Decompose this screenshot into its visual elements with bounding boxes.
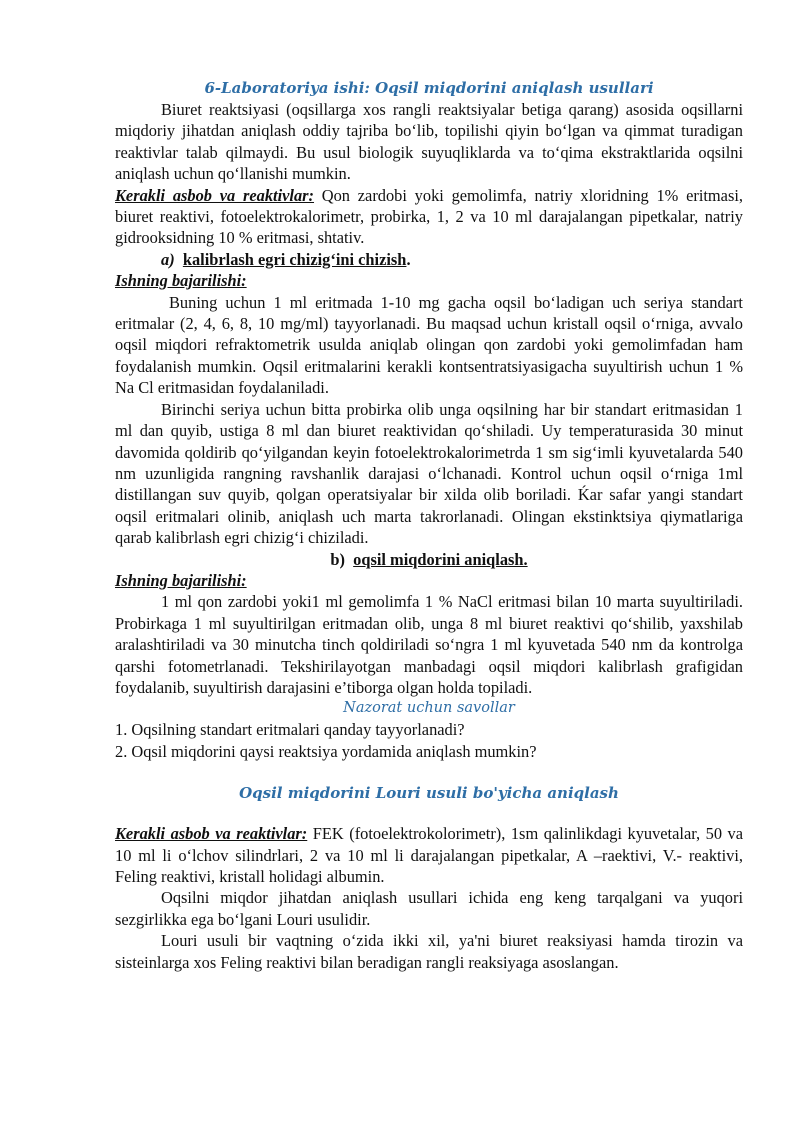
procedure-label-2: Ishning bajarilishi: (115, 570, 247, 590)
section-b-letter: b) (330, 549, 345, 569)
procedure-a-paragraph-2: Birinchi seriya uchun bitta probirka olib unga oqsilning har bir standart eritmasidan 1 ml dan quyib, ustiga 8 ml dan biuret reaktividan qo‘shiladi. Uy temperaturasida 30 minut davomida qoldirib qo‘yilgandan keyin fotoelektrokalorimetrda 1 sm sig‘imli kyuvetalarda 540 nm uzunligida rangning ravshanlik darajasi o‘lchanadi. Kontrol uchun oqsil o‘rniga 1ml distillangan suv quyib, qolgan operatsiyalar bir xilda olib boriladi. Ḱar safar yangi standart oqsil eritmalari olinib, aniqlash uch marta takrorlanadi. Olingan ekstinktsiya qiymatlariga qarab kalibrlash egri chizig‘i chiziladi. (115, 399, 743, 548)
procedure-label-1: Ishning bajarilishi: (115, 271, 247, 291)
control-question-2: 2. Oqsil miqdorini qaysi reaktsiya yordamida aniqlash mumkin? (115, 741, 537, 761)
section-b-title: oqsil miqdorini aniqlash. (353, 549, 528, 569)
lowry-title: Oqsil miqdorini Louri usuli bo'yicha aniqlash (239, 784, 619, 803)
equipment-text-1: Qon zardobi yoki gemolimfa, natriy xloridning 1% eritmasi, biuret reaktivi, fotoelektrokalorimetr, probirka, 1, 2 va 10 ml darajalangan pipetkalar, natriy gidrooksidning 10 % eritmasi, shtativ. (115, 185, 743, 248)
section-a-suffix: . (406, 249, 411, 269)
control-questions-title: Nazorat uchun savollar (343, 700, 515, 717)
section-b-heading (115, 549, 743, 570)
spacer (115, 804, 743, 823)
lowry-paragraph-2: Louri usuli bir vaqtning o‘zida ikki xil, ya'ni biuret reaksiyasi hamda tirozin va sisteinlarga xos Feling reaktivi bilan beradigan rangli reaksiyaga asoslangan. (115, 931, 743, 972)
equipment-paragraph-2 (115, 823, 743, 887)
procedure-a-paragraph-1: Buning uchun 1 ml eritmada 1-10 mg gacha oqsil bo‘ladigan uch seriya standart eritmalar (2, 4, 6, 8, 10 mg/ml) tayyorlanadi. Bu maqsad uchun kristall oqsil o‘rniga, avvalo oqsil miqdori refraktometrik usulda aniqlab olingan qon zardobi yoki gemolimfadan ham foydalanish mumkin. Oqsil eritmalarini kerakli kontsentratsiyasigacha suyultirish uchun 1 % Na Cl eritmasidan foydalaniladi. (115, 292, 743, 398)
lowry-paragraph-1: Oqsilni miqdor jihatdan aniqlash usullari ichida eng keng tarqalgani va yuqori sezgirlikka ega bo‘lgani Louri usulidir. (115, 888, 743, 929)
section-a-title: kalibrlash egri chizig‘ini chizish (182, 249, 407, 269)
equipment-label-2: Kerakli asbob va reaktivlar: (115, 824, 308, 844)
lab-title: 6-Laboratoriya ishi: Oqsil miqdorini aniqlash usullari (204, 79, 654, 97)
equipment-paragraph-1 (115, 185, 743, 249)
equipment-label-1: Kerakli asbob va reaktivlar: (115, 185, 315, 205)
control-question-1: 1. Oqsilning standart eritmalari qanday tayyorlanadi? (115, 720, 465, 740)
section-a-letter: a) (161, 249, 175, 269)
equipment-text-2: FEK (fotoelektrokolorimetr), 1sm qalinlikdagi kyuvetalar, 50 va 10 ml li o‘lchov silindrlari, 2 va 10 ml li darajalangan pipetkalar, A –raektivi, V.- reaktivi, Feling reaktivi, kristall holidagi albumin. (115, 824, 743, 886)
procedure-b-paragraph-1: 1 ml qon zardobi yoki1 ml gemolimfa 1 % NaCl eritmasi bilan 10 marta suyultiriladi. Probirkaga 1 ml suyultirilgan eritmadan olib, unga 8 ml biuret reaktivi qo‘shilib, yaxshilab aralashtiriladi va 30 minutcha tinch qoldiriladi so‘ngra 1 ml kyuvetada 540 nm da kontrolga qarshi fotometrlanadi. Tekshirilayotgan manbadagi oqsil miqdori kalibrlash grafigidan foydalanib, suyultirish darajasini e’tiborga olgan holda topiladi. (115, 592, 743, 697)
spacer (115, 762, 743, 783)
section-a-heading (161, 249, 743, 270)
intro-paragraph: Biuret reaktsiyasi (oqsillarga xos rangli reaktsiyalar betiga qarang) asosida oqsillarni miqdoriy jihatdan aniqlash oddiy tajriba bo‘lib, topilishi qiyin bo‘lgan va qimmat turadigan reaktivlar talab qilmaydi. Bu usul biologik suyuqliklarda va to‘qima ekstraktlarida oqsilni aniqlash uchun qo‘llanishi mumkin. (115, 100, 743, 184)
